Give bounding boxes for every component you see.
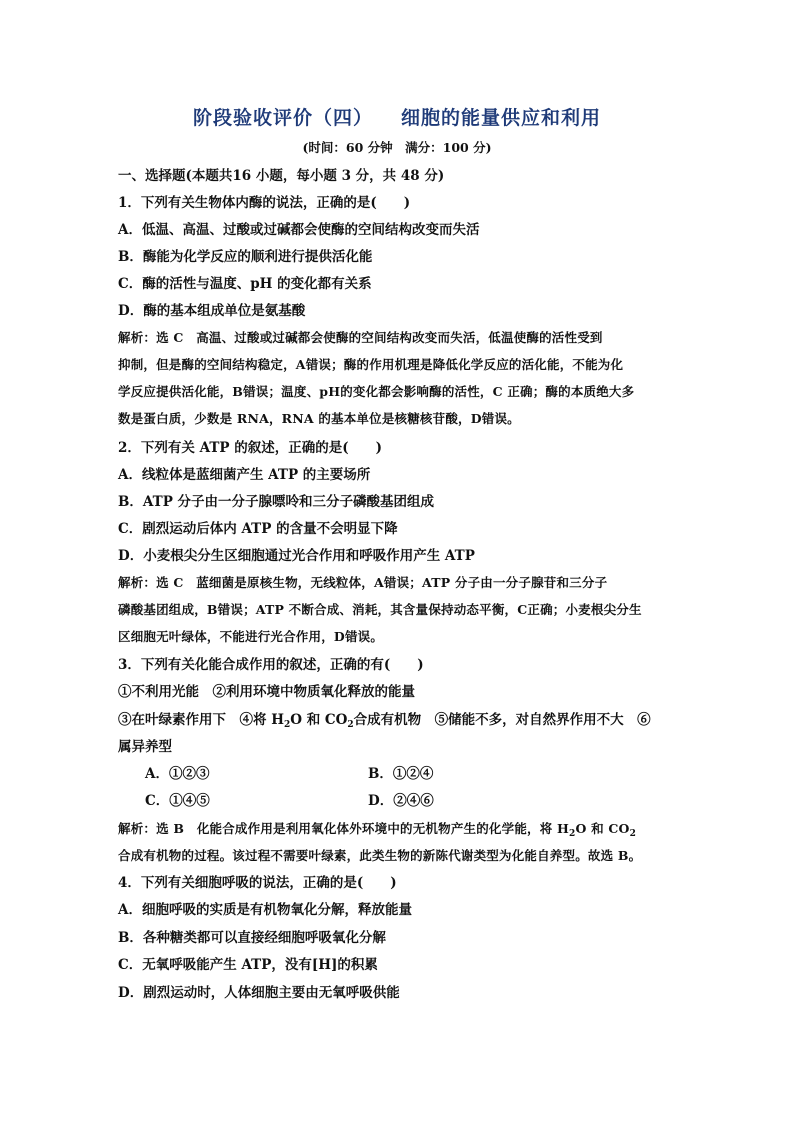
q3-statements-1: ①不利用光能 ②利用环境中物质氧化释放的能量 — [118, 684, 415, 700]
q3-option-d: D．②④⑥ — [368, 793, 434, 809]
q3-stem: 3．下列有关化能合成作用的叙述，正确的有( ) — [118, 657, 424, 673]
q1-stem: 1．下列有关生物体内酶的说法，正确的是( ) — [118, 195, 411, 211]
q1-option-d: D．酶的基本组成单位是氨基酸 — [118, 303, 306, 319]
q2-option-d: D．小麦根尖分生区细胞通过光合作用和呼吸作用产生 ATP — [118, 548, 475, 564]
q4-option-c: C．无氧呼吸能产生 ATP，没有[H]的积累 — [118, 957, 378, 973]
title-right: 细胞的能量供应和利用 — [401, 107, 602, 129]
q2-analysis-line-2: 磷酸基团组成，B错误；ATP 不断合成、消耗，其含量保持动态平衡，C正确；小麦根尖分生 — [118, 602, 642, 617]
q4-option-b: B．各种糖类都可以直接经细胞呼吸氧化分解 — [118, 930, 386, 946]
q4-option-a: A．细胞呼吸的实质是有机物氧化分解，释放能量 — [118, 902, 412, 918]
q3-statements-2: ③在叶绿素作用下 ④将 $H_2O$ 和 $CO_2$合成有机物 ⑤储能不多，对自然界作用不大 ⑥ — [118, 712, 651, 730]
q3-option-a: A．①②③ — [145, 766, 210, 782]
q2-option-a: A．线粒体是蓝细菌产生 ATP 的主要场所 — [118, 467, 371, 483]
q2-analysis-line-1: 解析：选 C 蓝细菌是原核生物，无线粒体，A错误；ATP 分子由一分子腺苷和三分子 — [118, 575, 608, 590]
q2-analysis-line-3: 区细胞无叶绿体，不能进行光合作用，D错误。 — [118, 629, 384, 644]
q1-analysis-line-3: 学反应提供活化能，B错误；温度、pH的变化都会影响酶的活性，C 正确；酶的本质绝大多 — [118, 384, 635, 399]
q1-analysis-line-4: 数是蛋白质，少数是 RNA，RNA 的基本单位是核糖核苷酸，D错误。 — [118, 411, 520, 426]
exam-meta: (时间：60 分钟 满分：100 分) — [302, 140, 492, 155]
q4-stem: 4．下列有关细胞呼吸的说法，正确的是( ) — [118, 875, 397, 891]
q1-option-b: B．酶能为化学反应的顺利进行提供活化能 — [118, 249, 373, 265]
q1-option-a: A．低温、高温、过酸或过碱都会使酶的空间结构改变而失活 — [118, 222, 480, 238]
q3-option-b: B．①②④ — [368, 766, 434, 782]
page-title — [0, 103, 794, 130]
q3-option-c: C．①④⑤ — [145, 793, 210, 809]
q3-statements-3: 属异养型 — [118, 739, 172, 755]
q2-stem: 2．下列有关 ATP 的叙述，正确的是( ) — [118, 440, 383, 456]
section-heading: 一、选择题(本题共16 小题，每小题 3 分，共 48 分) — [118, 168, 445, 184]
q3-analysis-line-1: 解析：选 B 化能合成作用是利用氧化体外环境中的无机物产生的化学能，将 $H_2O$ 和 $CO_2$ — [118, 821, 637, 839]
q2-option-b: B．ATP 分子由一分子腺嘌呤和三分子磷酸基团组成 — [118, 494, 435, 510]
q4-option-d: D．剧烈运动时，人体细胞主要由无氧呼吸供能 — [118, 985, 400, 1001]
title-left: 阶段验收评价（四） — [192, 107, 373, 129]
q1-analysis-line-2: 抑制，但是酶的空间结构稳定，A错误；酶的作用机理是降低化学反应的活化能，不能为化 — [118, 357, 624, 372]
q3-analysis-line-2: 合成有机物的过程。该过程不需要叶绿素，此类生物的新陈代谢类型为化能自养型。故选 B。 — [118, 848, 642, 863]
q1-option-c: C．酶的活性与温度、pH 的变化都有关系 — [118, 276, 372, 292]
q2-option-c: C．剧烈运动后体内 ATP 的含量不会明显下降 — [118, 521, 398, 537]
q1-analysis-line-1: 解析：选 C 高温、过酸或过碱都会使酶的空间结构改变而失活，低温使酶的活性受到 — [118, 330, 603, 345]
